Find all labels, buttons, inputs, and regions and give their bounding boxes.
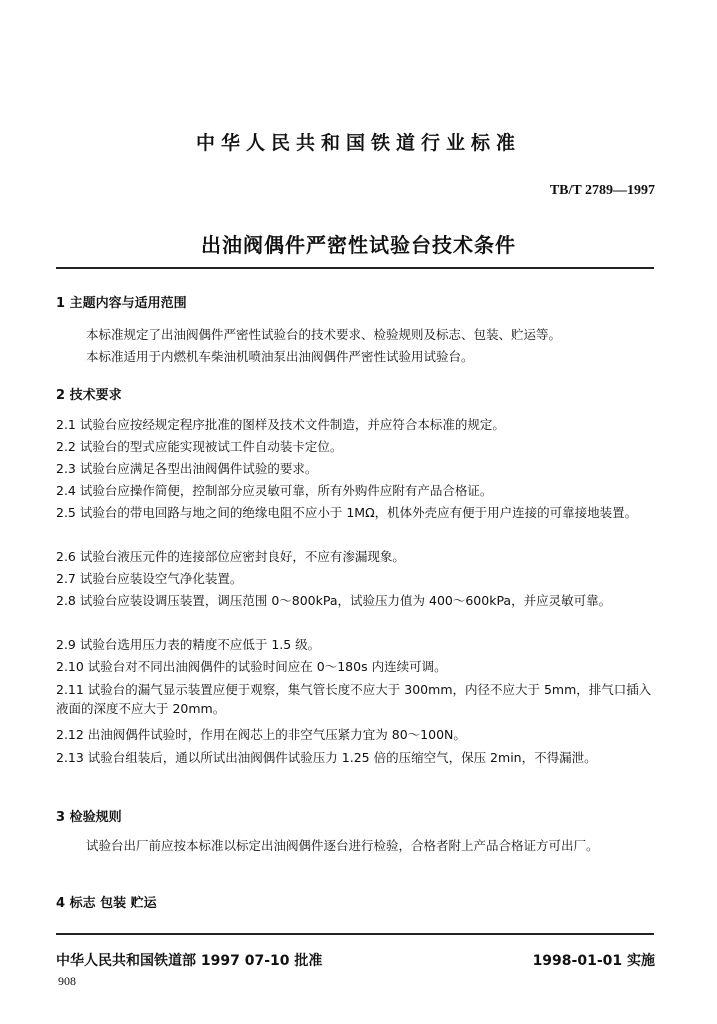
page-number: 908 <box>58 974 76 988</box>
standard-organization: 中华人民共和国铁道行业标准 <box>195 132 521 154</box>
clause-2-4: 2.4 试验台应操作简便，控制部分应灵敏可靠，所有外购件应附有产品合格证。 <box>56 483 493 498</box>
approval-date: 中华人民共和国铁道部 1997 07-10 批准 <box>56 953 323 969</box>
clause-2-10: 2.10 试验台对不同出油阀偶件的试验时间应在 0～180s 内连续可调。 <box>56 659 447 674</box>
section-3-paragraph: 试验台出厂前应按本标准以标定出油阀偶件逐台进行检验，合格者附上产品合格证方可出厂。 <box>86 838 599 853</box>
document-title: 出油阀偶件严密性试验台技术条件 <box>201 233 516 257</box>
clause-2-8: 2.8 试验台应装设调压装置，调压范围 0～800kPa，试验压力值为 400～600kPa，并应灵敏可靠。 <box>56 593 612 608</box>
section-1-paragraph-1: 本标准规定了出油阀偶件严密性试验台的技术要求、检验规则及标志、包装、贮运等。 <box>86 327 562 342</box>
section-1-paragraph-2: 本标准适用于内燃机车柴油机喷油泵出油阀偶件严密性试验用试验台。 <box>86 349 474 364</box>
clause-2-9: 2.9 试验台选用压力表的精度不应低于 1.5 级。 <box>56 637 321 652</box>
clause-2-3: 2.3 试验台应满足各型出油阀偶件试验的要求。 <box>56 461 318 476</box>
clause-2-2: 2.2 试验台的型式应能实现被试工件自动装卡定位。 <box>56 439 343 454</box>
standard-number: TB/T 2789—1997 <box>549 183 655 198</box>
footer-rule <box>56 933 654 935</box>
clause-2-5: 2.5 试验台的带电回路与地之间的绝缘电阻不应小于 1MΩ，机体外壳应有便于用户连接的可靠接地装置。 <box>56 505 638 520</box>
section-1-heading: 1 主题内容与适用范围 <box>56 296 187 311</box>
implementation-date: 1998-01-01 实施 <box>532 953 655 969</box>
clause-2-6: 2.6 试验台液压元件的连接部位应密封良好，不应有渗漏现象。 <box>56 549 405 564</box>
clause-2-1: 2.1 试验台应按经规定程序批准的图样及技术文件制造，并应符合本标准的规定。 <box>56 417 505 432</box>
section-4-heading: 4 标志 包装 贮运 <box>56 896 157 911</box>
title-rule <box>56 267 654 269</box>
clause-2-7: 2.7 试验台应装设空气净化装置。 <box>56 571 243 586</box>
section-3-heading: 3 检验规则 <box>56 810 122 825</box>
clause-2-11: 2.11 试验台的漏气显示装置应便于观察，集气管长度不应大于 300mm，内径不应大于 5mm，排气口插入液面的深度不应大于 20mm。 <box>56 682 652 716</box>
clause-2-12: 2.12 出油阀偶件试验时，作用在阀芯上的非空气压紧力宜为 80～100N。 <box>56 727 466 742</box>
clause-2-13: 2.13 试验台组装后，通以所试出油阀偶件试验压力 1.25 倍的压缩空气，保压 2min，不得漏泄。 <box>56 750 597 765</box>
section-2-heading: 2 技术要求 <box>56 388 122 403</box>
